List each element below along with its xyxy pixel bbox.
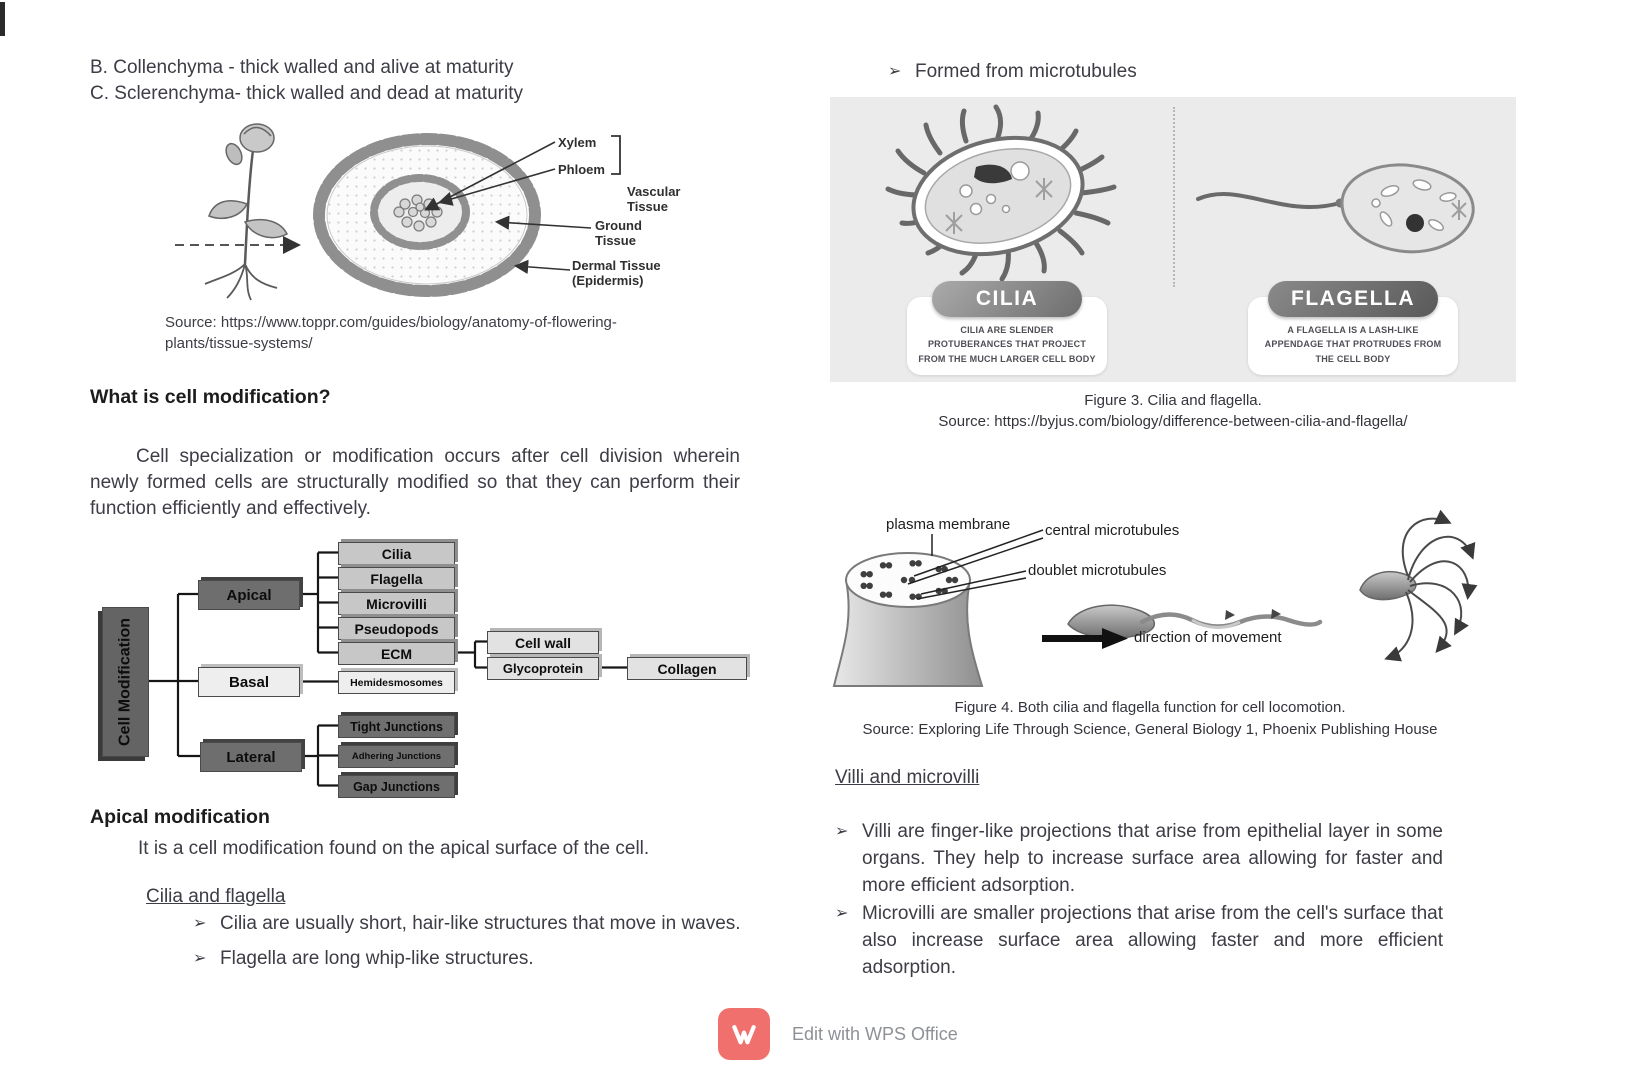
tree-node-ecm: ECM [338, 642, 455, 665]
figure3-panel [830, 97, 1516, 382]
tree-node-flagella: Flagella [338, 567, 455, 590]
flagella-badge: FLAGELLA [1268, 281, 1438, 317]
cilia-cell-illustration [848, 101, 1148, 291]
figure4-caption: Figure 4. Both cilia and flagella function for cell locomotion. [954, 699, 1346, 716]
apical-modification-body: It is a cell modification found on the apical surface of the cell. [138, 838, 650, 859]
bullet-cilia: Cilia are usually short, hair-like structures that move in waves. [220, 913, 741, 934]
tree-branch-lateral: Lateral [200, 742, 302, 772]
plant-source-line1: Source: https://www.toppr.com/guides/biology/anatomy-of-flowering- [165, 314, 617, 331]
cell-modification-paragraph: Cell specialization or modification occurs after cell division wherein newly formed cells are structurally modified so that they can perform their function efficiently and effectively. [90, 446, 740, 519]
plant-figure-source [165, 312, 617, 354]
cilia-flagella-bullets [193, 910, 741, 972]
figure3-divider [1173, 107, 1175, 287]
tree-branch-basal: Basal [198, 667, 300, 697]
bullet-flagella: Flagella are long whip-like structures. [220, 948, 534, 969]
figure4-illustration [820, 472, 1480, 690]
tree-node-microvilli: Microvilli [338, 592, 455, 615]
tree-node-adhering-junctions: Adhering Junctions [338, 745, 455, 768]
bullet-arrow-icon: ➢ [888, 63, 902, 80]
bullet-microvilli: Microvilli are smaller projections that arise from the cell's surface that also increase surface area allowing faster and more efficient adsorption. [862, 903, 1443, 978]
intro-line-b: B. Collenchyma - thick walled and alive at maturity [90, 57, 514, 78]
section-heading-cell-modification: What is cell modification? [90, 386, 331, 408]
label-phloem: Phloem [558, 162, 605, 177]
edit-with-wps-label[interactable]: Edit with WPS Office [792, 1024, 958, 1044]
tree-node-pseudopods: Pseudopods [338, 617, 455, 640]
label-direction-of-movement: direction of movement [1134, 629, 1282, 646]
tree-node-gap-junctions: Gap Junctions [338, 775, 455, 798]
label-ground-tissue: Ground Tissue [595, 218, 642, 248]
list-item [835, 900, 1443, 981]
bullet-arrow-icon: ➢ [835, 905, 849, 922]
plant-anatomy-figure [165, 112, 695, 312]
intro-lines [90, 55, 523, 107]
wps-office-logo-icon[interactable] [718, 1008, 770, 1060]
flagella-description: A FLAGELLA IS A LASH-LIKE APPENDAGE THAT PROTRUDES FROM THE CELL BODY [1264, 325, 1442, 364]
label-xylem: Xylem [558, 135, 597, 150]
cilia-description: CILIA ARE SLENDER PROTUBERANCES THAT PROJECT FROM THE MUCH LARGER CELL BODY [918, 325, 1096, 364]
figure3-source: Source: https://byjus.com/biology/difference-between-cilia-and-flagella/ [938, 413, 1408, 430]
screen-edge-artifact [0, 2, 5, 36]
microtubules-bullet [888, 58, 1137, 85]
tree-node-hemidesmosomes: Hemidesmosomes [338, 671, 455, 694]
plant-source-line2: plants/tissue-systems/ [165, 335, 313, 352]
bullet-arrow-icon: ➢ [193, 950, 207, 967]
flagella-cell-illustration [1190, 107, 1490, 297]
tree-node-cell-wall: Cell wall [487, 631, 599, 654]
bullet-arrow-icon: ➢ [193, 915, 207, 932]
label-vascular-tissue: Vascular Tissue [627, 184, 681, 214]
tree-node-tight-junctions: Tight Junctions [338, 715, 455, 738]
tree-node-glycoprotein: Glycoprotein [487, 657, 599, 680]
cilia-badge: CILIA [932, 281, 1082, 317]
villi-microvilli-heading: Villi and microvilli [835, 767, 980, 788]
wps-w-glyph [726, 1016, 762, 1052]
apical-modification-heading: Apical modification [90, 806, 270, 828]
bullet-arrow-icon: ➢ [835, 823, 849, 840]
cell-modification-diagram [90, 535, 770, 807]
list-item [193, 945, 741, 972]
cilia-flagella-subheading: Cilia and flagella [146, 886, 286, 907]
tree-node-cilia: Cilia [338, 542, 455, 565]
bullet-villi: Villi are finger-like projections that arise from epithelial layer in some organs. They help to increase surface area allowing for faster and more efficient adsorption. [862, 821, 1443, 896]
label-dermal-tissue: Dermal Tissue (Epidermis) [572, 258, 661, 288]
tree-node-collagen: Collagen [627, 657, 747, 680]
figure3-caption: Figure 3. Cilia and flagella. [1084, 392, 1262, 409]
figure4-source: Source: Exploring Life Through Science, General Biology 1, Phoenix Publishing House [862, 721, 1438, 738]
list-item [193, 910, 741, 937]
label-doublet-microtubules: doublet microtubules [1028, 562, 1167, 579]
list-item [835, 818, 1443, 899]
label-plasma-membrane: plasma membrane [886, 516, 1011, 533]
bullet-formed-from-microtubules: Formed from microtubules [915, 61, 1137, 82]
villi-bullets [835, 818, 1443, 981]
tree-branch-apical: Apical [198, 580, 300, 610]
label-central-microtubules: central microtubules [1045, 522, 1180, 539]
tree-root-cell-modification: Cell Modification [102, 607, 149, 757]
intro-line-c: C. Sclerenchyma- thick walled and dead at maturity [90, 83, 523, 104]
figure4-container [820, 472, 1480, 690]
